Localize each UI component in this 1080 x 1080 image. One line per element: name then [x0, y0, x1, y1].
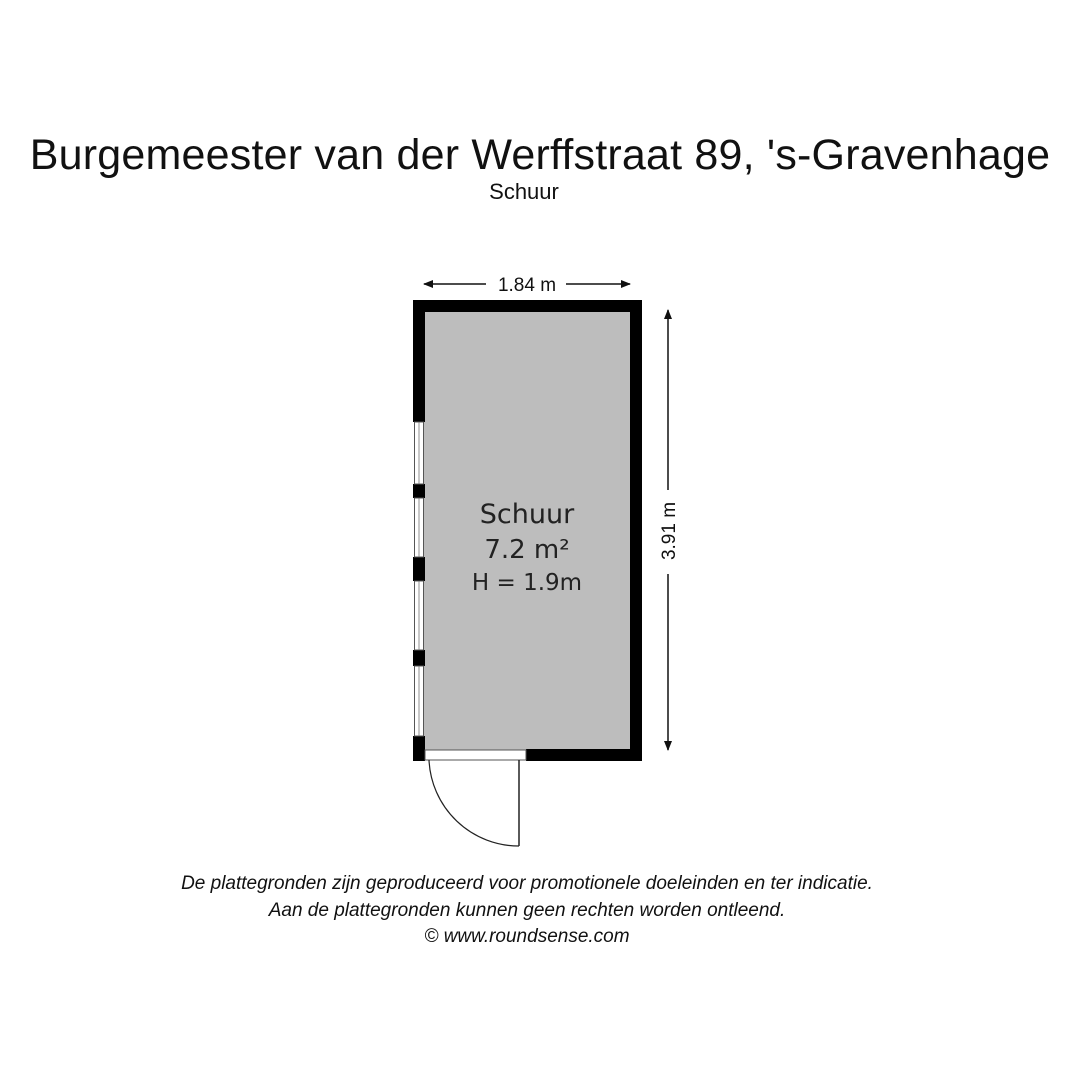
- depth-dimension-label: 3.91 m: [659, 501, 680, 561]
- room-name: Schuur: [479, 499, 575, 530]
- wall-top: [413, 300, 642, 312]
- room-height: H = 1.9m: [471, 570, 583, 596]
- room-floor: [422, 309, 633, 754]
- wall-right: [630, 300, 642, 761]
- wall-left-pier-3: [413, 650, 425, 666]
- disclaimer-line-1: De plattegronden zijn geproduceerd voor promotionele doeleinden en ter indicatie.: [181, 873, 873, 894]
- wall-left-pier-1: [413, 484, 425, 498]
- depth-dimension: [659, 310, 680, 750]
- door: [425, 750, 526, 846]
- width-dimension: [424, 275, 630, 296]
- disclaimer-line-2: Aan de plattegronden kunnen geen rechten worden ontleend.: [268, 900, 786, 921]
- wall-left-pier-2: [413, 557, 425, 581]
- door-threshold: [425, 750, 526, 760]
- page-subtitle: Schuur: [489, 179, 559, 204]
- copyright-link: © www.roundsense.com: [424, 926, 630, 947]
- door-swing-arc: [429, 760, 519, 846]
- width-dimension-label: 1.84 m: [497, 275, 557, 296]
- wall-bottom-right: [526, 749, 642, 761]
- wall-left-top: [413, 300, 425, 422]
- page-title: Burgemeester van der Werffstraat 89, 's-Gravenhage: [29, 131, 1051, 179]
- room-area: 7.2 m²: [484, 535, 570, 565]
- wall-left-bottom: [413, 736, 425, 761]
